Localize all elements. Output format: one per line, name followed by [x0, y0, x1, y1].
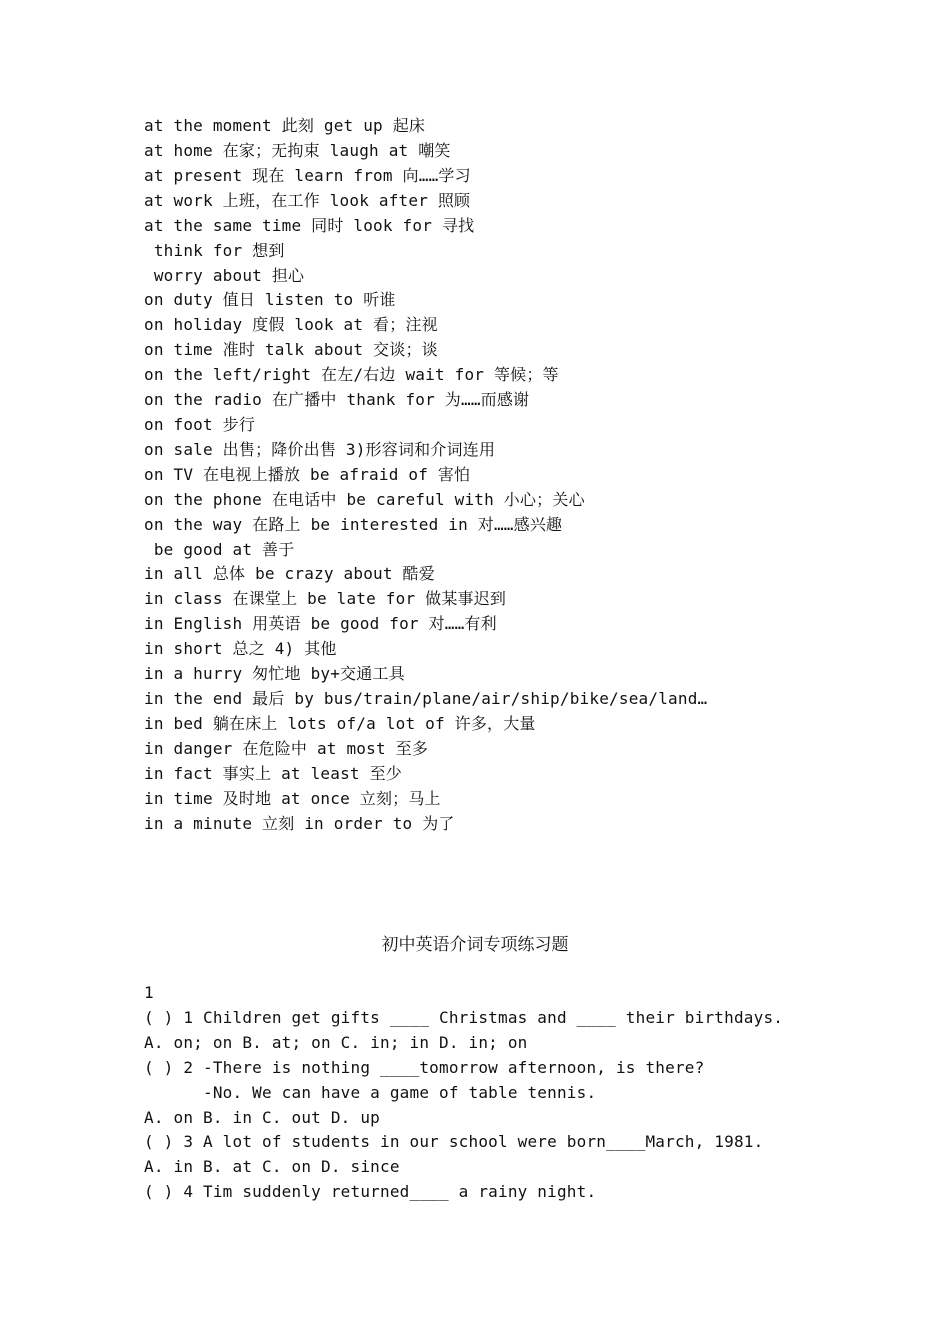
phrase-line: worry about 担心 [144, 266, 305, 285]
phrase-line: on TV 在电视上播放 be afraid of 害怕 [144, 465, 471, 484]
phrase-line: at present 现在 learn from 向……学习 [144, 166, 471, 185]
exercise-question-continuation: -No. We can have a game of table tennis. [144, 1083, 597, 1102]
phrase-line: in fact 事实上 at least 至少 [144, 764, 402, 783]
phrase-line: at home 在家；无拘束 laugh at 嘲笑 [144, 141, 451, 160]
phrase-line: in the end 最后 by bus/train/plane/air/ship/bike/sea/land… [144, 689, 708, 708]
phrase-line: on foot 步行 [144, 415, 256, 434]
phrase-line: at the same time 同时 look for 寻找 [144, 216, 475, 235]
exercise-question: ( ) 3 A lot of students in our school were born____March, 1981. [144, 1132, 764, 1151]
phrase-line: on holiday 度假 look at 看；注视 [144, 315, 438, 334]
phrase-line: on duty 值日 listen to 听谁 [144, 290, 396, 309]
phrase-line: in a hurry 匆忙地 by+交通工具 [144, 664, 405, 683]
exercise-question: ( ) 2 -There is nothing ____tomorrow afternoon, is there? [144, 1058, 705, 1077]
exercise-section-number: 1 [144, 983, 154, 1002]
phrase-line: in English 用英语 be good for 对……有利 [144, 614, 497, 633]
exercise-options: A. in B. at C. on D. since [144, 1157, 400, 1176]
phrase-line: in a minute 立刻 in order to 为了 [144, 814, 455, 833]
phrase-line: on the radio 在广播中 thank for 为……而感谢 [144, 390, 530, 409]
phrase-line: in all 总体 be crazy about 酷爱 [144, 564, 435, 583]
phrase-line: on the way 在路上 be interested in 对……感兴趣 [144, 515, 563, 534]
phrase-line: be good at 善于 [144, 540, 295, 559]
phrase-line: on the phone 在电话中 be careful with 小心；关心 [144, 490, 585, 509]
phrase-line: in short 总之 4) 其他 [144, 639, 337, 658]
phrase-line: at work 上班，在工作 look after 照顾 [144, 191, 471, 210]
exercise-question: ( ) 4 Tim suddenly returned____ a rainy night. [144, 1182, 597, 1201]
phrase-line: on time 准时 talk about 交谈；谈 [144, 340, 438, 359]
phrase-line: in class 在课堂上 be late for 做某事迟到 [144, 589, 507, 608]
exercise-options: A. on B. in C. out D. up [144, 1108, 380, 1127]
phrase-line: in danger 在危险中 at most 至多 [144, 739, 429, 758]
exercise-question: ( ) 1 Children get gifts ____ Christmas and ____ their birthdays. [144, 1008, 784, 1027]
phrase-line: in bed 躺在床上 lots of/a lot of 许多，大量 [144, 714, 536, 733]
phrase-line: think for 想到 [144, 241, 285, 260]
phrase-line: at the moment 此刻 get up 起床 [144, 116, 426, 135]
phrase-line: on the left/right 在左/右边 wait for 等候；等 [144, 365, 559, 384]
phrase-line: on sale 出售；降价出售 3)形容词和介词连用 [144, 440, 496, 459]
exercise-title: 初中英语介词专项练习题 [381, 935, 569, 955]
phrase-line: in time 及时地 at once 立刻；马上 [144, 789, 441, 808]
exercise-options: A. on; on B. at; on C. in; in D. in; on [144, 1033, 528, 1052]
